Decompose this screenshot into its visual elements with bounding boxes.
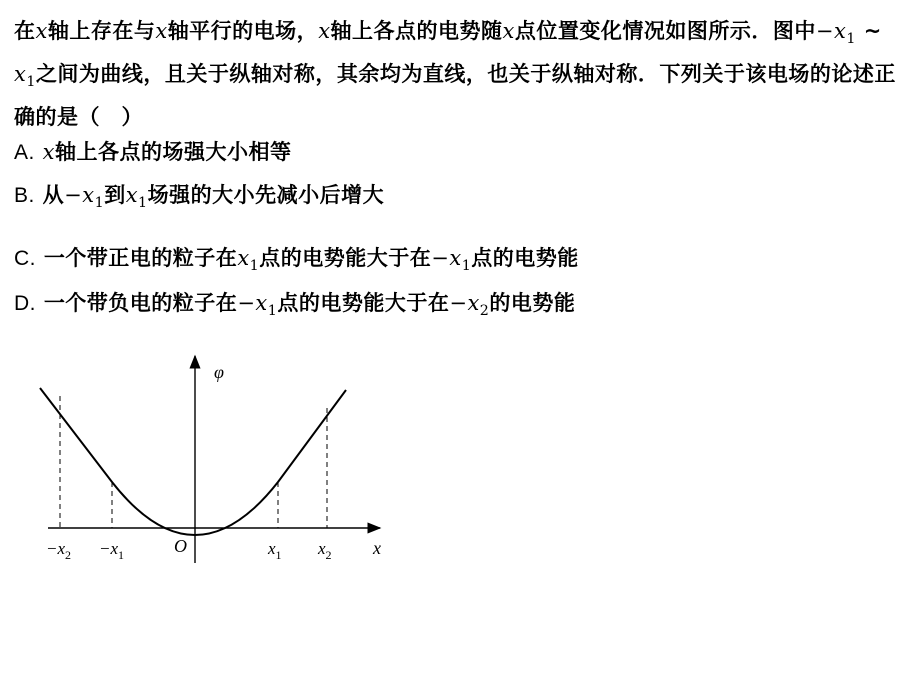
- var-x: x: [35, 19, 48, 43]
- option-text: 一个带正电的粒子在: [43, 246, 238, 270]
- option-text: 的电势能: [489, 291, 576, 315]
- question-stem: [14, 14, 906, 135]
- var-neg-x1: $-x_1$: [237, 291, 278, 320]
- option-letter: B.: [14, 184, 35, 207]
- var-neg-x2: $-x_2$: [449, 291, 490, 320]
- stem-text: 点位置变化情况如图所示．图中: [514, 19, 816, 43]
- var-neg-x1: $-x_1$: [64, 183, 105, 212]
- var-x: x: [155, 19, 168, 43]
- origin-label: O: [174, 536, 187, 556]
- tick-label-neg-x2: $-x_2$: [46, 539, 72, 562]
- var-x1: $x_1$: [125, 183, 148, 212]
- option-text: 一个带负电的粒子在: [43, 291, 238, 315]
- option-text: 点的电势能大于在: [259, 246, 432, 270]
- tick-label-x2: $x_2$: [318, 539, 332, 562]
- option-text: 到: [104, 183, 126, 207]
- option-letter: C.: [14, 247, 36, 270]
- axis-label-x: x: [373, 538, 381, 558]
- option-letter: D.: [14, 292, 36, 315]
- tick-label-x1: $x_1$: [268, 539, 282, 562]
- option-text: 轴上各点的场强大小相等: [55, 140, 292, 164]
- tilde-symbol: ~: [855, 19, 882, 43]
- tick-label-neg-x1: $-x_1$: [99, 539, 125, 562]
- stem-text: 在: [14, 19, 36, 43]
- var-x: x: [42, 140, 55, 164]
- var-neg-x1: $-x_1$: [431, 246, 472, 275]
- potential-graph: [30, 348, 400, 578]
- var-x: x: [502, 19, 515, 43]
- option-text: 从: [42, 183, 65, 207]
- var-x: x: [318, 19, 331, 43]
- option-c[interactable]: [14, 243, 579, 281]
- stem-text: 轴上各点的电势随: [330, 19, 503, 43]
- option-text: 点的电势能大于在: [277, 291, 450, 315]
- option-text: 点的电势能: [471, 246, 579, 270]
- option-a[interactable]: [14, 137, 292, 168]
- var-neg-x1: $-x_1$: [815, 19, 856, 48]
- stem-text: 轴平行的电场，: [167, 19, 319, 43]
- option-text: 场强的大小先减小后增大: [147, 183, 385, 207]
- stem-text: 轴上存在与: [47, 19, 156, 43]
- option-b[interactable]: [14, 180, 384, 218]
- var-x1: $x_1$: [14, 62, 36, 91]
- option-d[interactable]: [14, 288, 575, 326]
- var-x1: $x_1$: [237, 246, 260, 275]
- axis-label-phi: φ: [214, 362, 224, 382]
- stem-text: 之间为曲线，且关于纵轴对称，其余均为直线，也关于纵轴对称．下列关于该电场的论述正确的是（ ）: [14, 62, 896, 130]
- potential-curve: [40, 388, 346, 535]
- option-letter: A.: [14, 141, 35, 164]
